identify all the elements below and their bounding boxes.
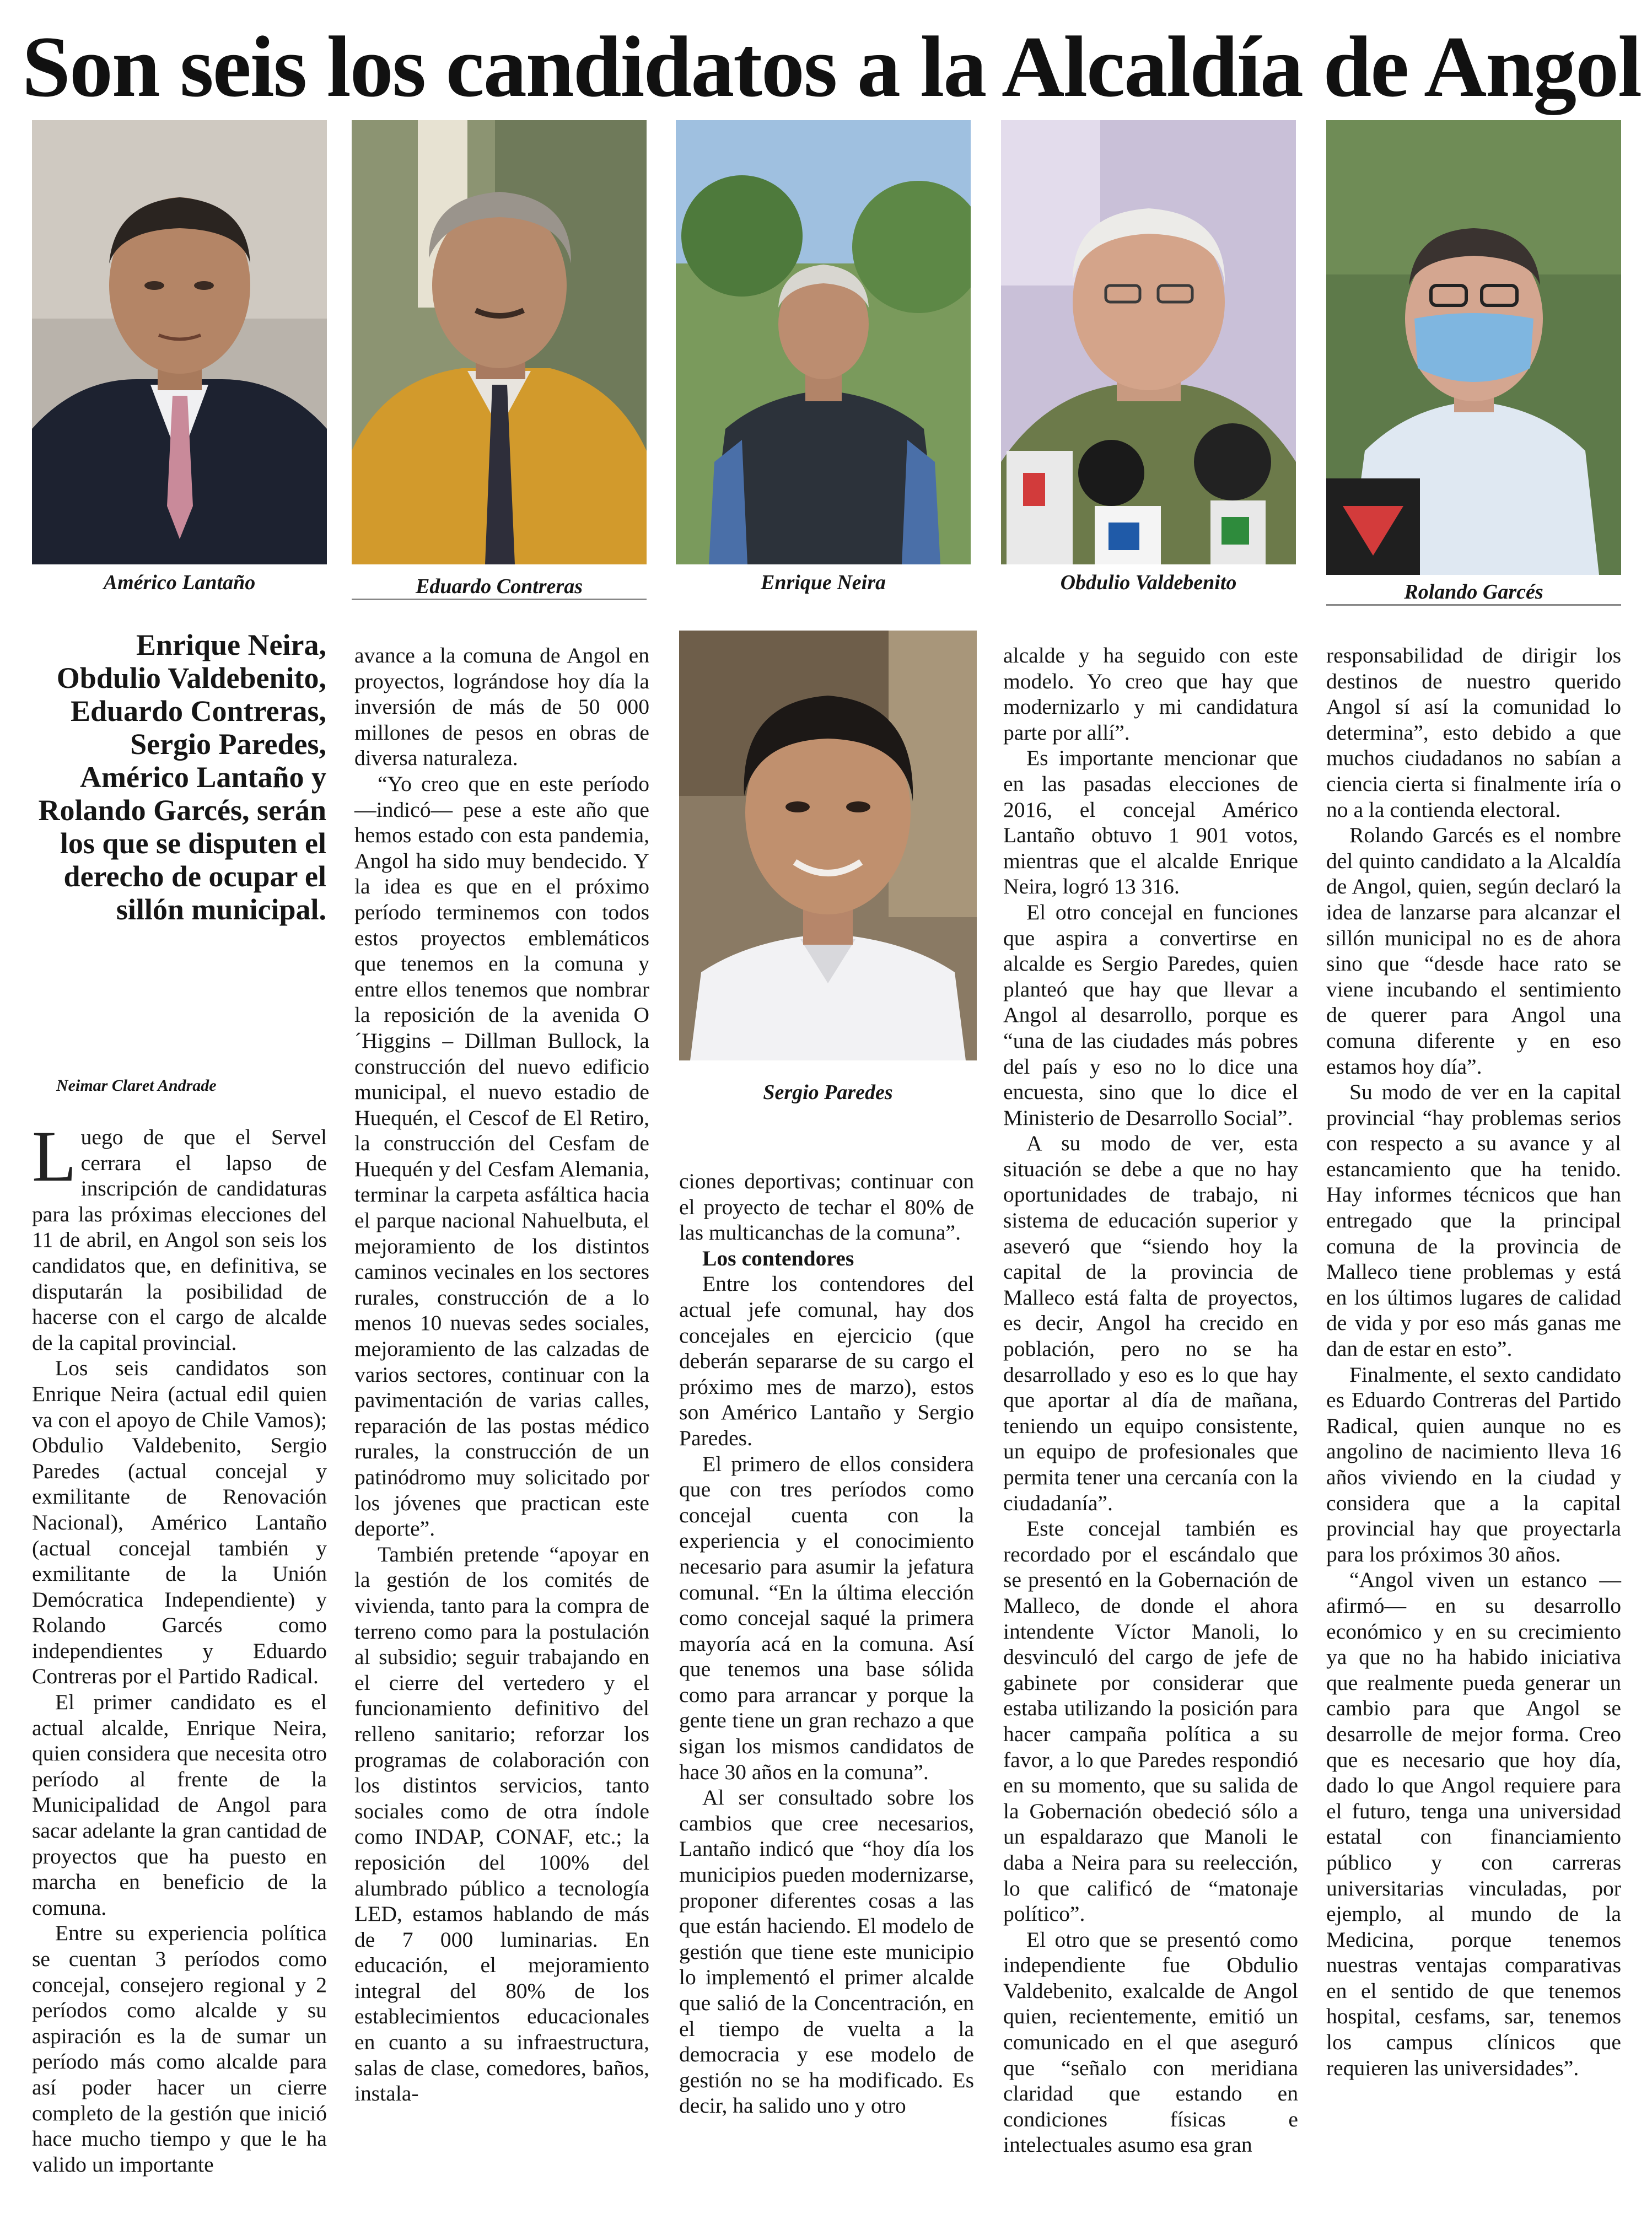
paragraph: El otro concejal en funciones que aspira a convertirse en alcalde es Sergio Paredes, quien planteó que hay que llevar a Angol al desarrollo, porque es “una de las ciudades más pobres del país y eso no lo dice una encuesta, sino que lo dice el Ministerio de Desarrollo Social”. xyxy=(1003,900,1298,1130)
column-2 xyxy=(354,643,649,2225)
paragraph: ciones deportivas; continuar con el proyecto de techar el 80% de las multicanchas de la comuna”. xyxy=(679,1169,974,1245)
photo-americo-lantano xyxy=(32,120,327,564)
paragraph: Rolando Garcés es el nombre del quinto candidato a la Alcaldía de Angol, quien, según declaró la idea de lanzarse para alcanzar el sillón municipal no es de ahora sino que “desde hace rato se viene incubando el sentimiento de querer para Angol una comuna diferente y en eso estamos hoy día”. xyxy=(1326,823,1621,1079)
paragraph: El primer candidato es el actual alcalde, Enrique Neira, quien considera que necesita otro período al frente de la Municipalidad de Angol para sacar adelante la gran cantidad de proyectos que ha puesto en marcha en beneficio de la comuna. xyxy=(32,1690,327,1920)
paragraph: Los seis candidatos son Enrique Neira (actual edil quien va con el apoyo de Chile Vamos); Obdulio Valdebenito, Sergio Paredes (actual concejal y exmilitante de Renovación Nacional), Américo Lantaño (actual concejal también y exmilitante de la Unión Demócratica Independiente) y Rolando Garcés como independientes y Eduardo Contreras por el Partido Radical. xyxy=(32,1356,327,1689)
photo-caption: Obdulio Valdebenito xyxy=(1060,571,1237,594)
paragraph: Al ser consultado sobre los cambios que cree necesarios, Lantaño indicó que “hoy día los municipios pueden modernizarse, proponer diferentes cosas a las que están haciendo. El modelo de gestión que tiene este municipio lo implementó el primer alcalde que salió de la Concentración, en el tiempo de vuelta a la democracia y ese modelo de gestión no se ha modificado. Es decir, ha salido uno y otro xyxy=(679,1785,974,2118)
paragraph xyxy=(32,1116,327,1355)
portrait-icon xyxy=(676,120,971,564)
paragraph: El otro que se presentó como independiente fue Obdulio Valdebenito, exalcalde de Angol quien, recientemente, emitió un comunicado en el que aseguró que “señalo con meridiana claridad que estando en condiciones físicas e intelectuales asumo esa gran xyxy=(1003,1927,1298,2157)
photo-eduardo-contreras xyxy=(352,120,647,564)
paragraph: Es importante mencionar que en las pasadas elecciones de 2016, el concejal Américo Lantaño obtuvo 1 901 votos, mientras que el alcalde Enrique Neira, logró 13 316. xyxy=(1003,746,1298,899)
paragraph: Entre los contendores del actual jefe comunal, hay dos concejales en ejercicio (que deberán separarse de su cargo el próximo mes de marzo), estos son Américo Lantaño y Sergio Paredes. xyxy=(679,1272,974,1450)
photo-caption: Eduardo Contreras xyxy=(352,574,647,600)
paragraph-text: uego de que el Servel cerrara el lapso de inscripción de candidaturas para las próximas elecciones del 11 de abril, en Angol son seis los candidatos que, en definitiva, se disputarán la posibilidad de hacerse con el cargo de alcalde de la capital provincial. xyxy=(32,1125,327,1355)
column-4 xyxy=(1003,643,1298,2225)
paragraph: Este concejal también es recordado por el escándalo que se presentó en la Gobernación de Malleco, de donde el ahora intendente Víctor Manoli, lo desvinculó del cargo de jefe de gabinete por considerar que estaba utilizando la posición para hacer campaña política a su favor, a lo que Paredes respondió en su momento, que su salida de la Gobernación obedeció sólo a un espaldarazo que Manoli le daba a Neira para su reelección, lo que calificó de “matonaje político”. xyxy=(1003,1516,1298,1926)
portrait-icon xyxy=(1001,120,1296,564)
column-3 xyxy=(679,1168,974,2221)
paragraph: También pretende “apoyar en la gestión de los comités de vivienda, tanto para la compra de terreno como para la postulación al subsidio; seguir trabajando en el cierre del vertedero y el funcionamiento definitivo del relleno sanitario; reforzar los programas de colaboración con los distintos servicios, tanto sociales como de otra índole como INDAP, CONAF, etc.; la reposición del 100% del alumbrado público a tecnología LED, estamos hablando de más de 7 000 luminarias. En educación, el mejoramiento integral del 80% de los establecimientos educacionales en cuanto a su infraestructura, salas de clase, comedores, baños, instala- xyxy=(354,1542,649,2106)
drop-cap: L xyxy=(32,1116,77,1197)
photo-caption: Sergio Paredes xyxy=(763,1081,893,1104)
byline: Neimar Claret Andrade xyxy=(56,1076,217,1095)
section-subhead: Los contendores xyxy=(702,1246,854,1270)
headline: Son seis los candidatos a la Alcaldía de Angol xyxy=(22,19,1642,115)
paragraph: Finalmente, el sexto candidato es Eduardo Contreras del Partido Radical, quien aunque no es angolino de nacimiento lleva 16 años viviendo en la ciudad y considera que a la capital provincial hay que proyectarla para los próximos 30 años. xyxy=(1326,1362,1621,1566)
paragraph: alcalde y ha seguido con este modelo. Yo creo que hay que modernizarlo y mi candidatura parte por allí”. xyxy=(1003,643,1298,745)
portrait-icon xyxy=(1326,120,1621,575)
portrait-icon xyxy=(352,120,647,564)
photo-sergio-paredes xyxy=(679,631,977,1060)
lead-deck: Enrique Neira, Obdulio Valdebenito, Eduardo Contreras, Sergio Paredes, Américo Lantaño y Rolando Garcés, serán los que se disputen el derecho de ocupar el sillón municipal. xyxy=(38,628,326,926)
column-5 xyxy=(1326,643,1621,2225)
paragraph: “Yo creo que en este período —indicó— pese a este año que hemos estado con esta pandemia, Angol ha sido muy bendecido. Y la idea es que en el próximo período terminemos con todos estos proyectos emblemáticos que tenemos en la comuna y entre ellos tenemos que nombrar la reposición de la avenida O´Higgins – Dillman Bullock, la construcción del nuevo edificio municipal, el nuevo estadio de Huequén, el Cescof de El Retiro, la construcción del Cesfam de Huequén y del Cesfam Alemania, terminar la carpeta asfáltica hacia el parque nacional Nahuelbuta, el mejoramiento de los distintos caminos vecinales en los sectores rurales, construcción de a lo menos 10 nuevas sedes sociales, mejoramiento de las calzadas de varios sectores, continuar con la pavimentación de varias calles, reparación de las postas médico rurales, la construcción de un patinódromo muy solicitado por los jóvenes que practican este deporte”. xyxy=(354,771,649,1541)
portrait-icon xyxy=(679,631,977,1060)
photo-caption: Américo Lantaño xyxy=(103,571,256,594)
photo-rolando-garces xyxy=(1326,120,1621,575)
photo-enrique-neira xyxy=(676,120,971,564)
paragraph: Su modo de ver en la capital provincial “hay problemas serios con respecto a su avance y al estancamiento que ha tenido. Hay informes técnicos que han entregado que la principal comuna de la provincia de Malleco tiene problemas y está en los últimos lugares de calidad de vida y por eso más ganas me dan de estar en esto”. xyxy=(1326,1080,1621,1361)
photo-caption: Enrique Neira xyxy=(761,571,886,594)
photo-caption: Rolando Garcés xyxy=(1326,580,1621,606)
portrait-icon xyxy=(32,120,327,564)
paragraph: “Angol viven un estanco —afirmó— en su desarrollo económico y en su crecimiento ya que no ha habido iniciativa que realmente pueda generar un cambio para que Angol se desarrolle de mejor forma. Creo que es necesario que hoy día, dado lo que Angol requiere para el futuro, tenga una universidad estatal con financiamiento público y con carreras universitarias vinculadas, por ejemplo, al mundo de la Medicina, porque tenemos nuestras ventajas comparativas en el sentido de que tenemos hospital, cesfams, sar, tenemos los campus clínicos que requieren las universidades”. xyxy=(1326,1568,1621,2080)
paragraph: A su modo de ver, esta situación se debe a que no hay oportunidades de trabajo, ni sistema de educación superior y aseveró que “siendo hoy la capital de la provincia de Malleco está falta de proyectos, es decir, Angol ha crecido en población, pero no se ha desarrollado y eso es lo que hay que aportar al día de mañana, teniendo un equipo consistente, un equipo de profesionales que permita tener una cercanía con la ciudadanía”. xyxy=(1003,1131,1298,1515)
paragraph: Entre su experiencia política se cuentan 3 períodos como concejal, consejero regional y 2 períodos como alcalde y su aspiración es la de sumar un período más como alcalde para así poder hacer un cierre completo de la gestión que inició hace mucho tiempo y que le ha valido un importante xyxy=(32,1921,327,2177)
paragraph: avance a la comuna de Angol en proyectos, lográndose hoy día la inversión de más de 50 000 millones de pesos en obras de diversa naturaleza. xyxy=(354,643,649,771)
paragraph: responsabilidad de dirigir los destinos de nuestro querido Angol sí así la comunidad lo determina”, esto debido a que muchos ciudadanos no sabían a ciencia cierta si finalmente iría o no a la contienda electoral. xyxy=(1326,643,1621,822)
paragraph: El primero de ellos considera que con tres períodos como concejal cuenta con la experiencia y el conocimiento necesario para asumir la jefatura comunal. “En la última elección como concejal saqué la primera mayoría acá en la comuna. Así que tenemos una base sólida como para arrancar y porque la gente tiene un gran rechazo a que sigan los mismos candidatos de hace 30 años en la comuna”. xyxy=(679,1451,974,1784)
column-1 xyxy=(32,1116,327,2221)
photo-obdulio-valdebenito xyxy=(1001,120,1296,564)
